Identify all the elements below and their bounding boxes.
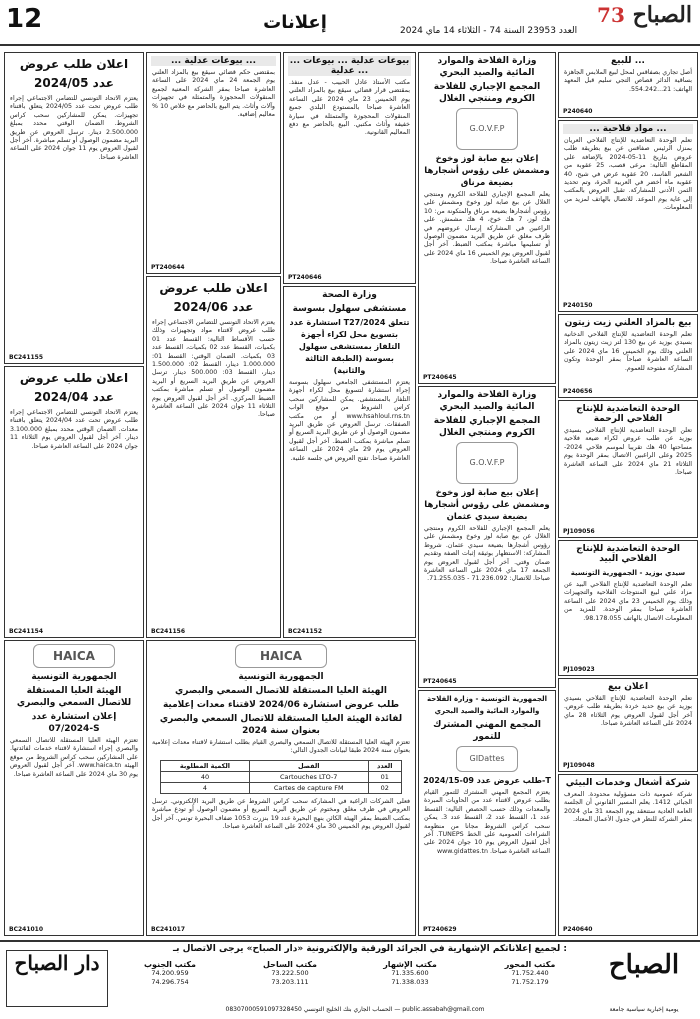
page-footer bbox=[0, 940, 700, 1019]
ad-farm bbox=[558, 120, 698, 312]
ad-gvfp-mornag bbox=[418, 52, 556, 384]
ad-ref: BC241154 bbox=[9, 628, 44, 635]
ad-ref: BC241010 bbox=[9, 926, 44, 933]
ad-ref: P240640 bbox=[563, 926, 593, 933]
footer-notice: لجميع إعلاناتكم الإشهارية في الجرائد الورقية والإلكترونية «دار الصباح» يرجى الاتصال بـ : bbox=[173, 944, 567, 954]
table-cell: 40 bbox=[161, 771, 249, 782]
contact-fax: 74.296.754 bbox=[151, 978, 189, 986]
ad-country: الجمهورية التونسية bbox=[238, 672, 324, 682]
gvfp-logo-icon: G.O.V.F.P bbox=[456, 108, 518, 150]
table-cell: Cartouches LTO-7 bbox=[249, 771, 368, 782]
ad-intro: تعتزم الهيئة العليا المستقلة للاتصال السمعي والبصري القيام بطلب استشارة لاقتناء معدات إعلامية بعنوان سنة 2024 طبقا لبيانات الجدول التالي: bbox=[152, 739, 410, 755]
ad-body: تعلم الوحدة التعاضدية للإنتاج الفلاحي بسيدي بوزيد عن بيع حديد خردة بطريقة طلب عروض. آخر أجل لقبول العروض يوم الثلاثاء 28 ماي 2024 على الساعة العاشرة صباحا. bbox=[564, 695, 692, 728]
table-cell: Cartes de capture FM bbox=[249, 782, 368, 793]
table-header: الفصل bbox=[249, 760, 368, 771]
ad-title: اعلان بيع bbox=[607, 682, 649, 692]
ad-body: يعلم المجمع الإجباري للفلاحة الكروم ومنتجي الغلال عن بيع صابة لوز وخوخ ومشمش على رؤوس أشجارها بضيعة مرناق والمتكونة من: 10 هك لوز، 7 هك خوخ، 4 هك مشمش. على الراغبين في المشاركة إرسال عروضهم في ظرف مغلق عن طريق البريد مضمون الوصول أو تسليمها مباشرة بمكتب الضبط. آخر أجل لقبول العروض يوم الخميس 16 ماي 2024 على الساعة العاشرة صباحا. bbox=[424, 191, 550, 266]
ad-title: اعلان طلب عروض bbox=[19, 57, 129, 71]
ad-judicial-2 bbox=[146, 52, 281, 274]
ad-title: شركة أشغال وخدمات البيئي bbox=[565, 778, 691, 788]
footer-subtitle: يومية إخبارية سياسية جامعة bbox=[609, 1006, 679, 1013]
bank-account: الحساب الجاري بنك الخليج التونسي 08307000591097328450 bbox=[225, 1006, 393, 1013]
ad-res bbox=[558, 540, 698, 676]
ad-hospital bbox=[283, 286, 416, 638]
ad-org: مستشفى سهلول بسوسة bbox=[292, 304, 407, 314]
ad-number: عدد 2024/06 bbox=[173, 300, 254, 314]
contact-phone: 71.335.600 bbox=[391, 969, 429, 977]
dar-assabah-logo: دار الصباح bbox=[6, 950, 108, 1007]
page-number: 12 bbox=[6, 4, 43, 34]
gvfp-logo-icon: G.O.V.F.P bbox=[456, 442, 518, 484]
ad-body: مكتب الأستاذ عادل الحبيب - عدل منفذ. بمقتضى قرار قضائي سيقع بيع بالمزاد العلني يوم الخميس 23 ماي 2024 على الساعة العاشرة صباحا بالمستودع البلدي جميع المنقولات المحجوزة والمتمثلة في سيارة خفيفة وأثاث مكتبي. البيع بالحاضر مع دفع المعاليم القانونية. bbox=[289, 79, 410, 137]
footer-bank: الحساب الجاري بنك الخليج التونسي 08307000591097328450 — public.assabah@gmail.com bbox=[225, 1006, 485, 1013]
ad-body: تعلم الوحدة التعاضدية للإنتاج الفلاحي البيد عن مزاد علني لبيع المنتوجات الفلاحية والتجهيزات وذلك يوم الخميس 23 ماي 2024 على الساعة العاشرة صباحا بمقر الوحدة. للمزيد من المعلومات الاتصال بالهاتف 98.178.055. bbox=[564, 581, 692, 622]
contact-block bbox=[240, 960, 340, 1004]
ad-ministry: وزارة الفلاحة والموارد المائية والصيد البحري bbox=[437, 390, 537, 412]
ad-ref: PT240646 bbox=[288, 274, 322, 281]
ad-rent bbox=[558, 400, 698, 538]
ad-ministry: وزارة الفلاحة والموارد المائية والصيد البحري bbox=[437, 56, 537, 78]
contact-title: مكتب المحور bbox=[504, 960, 556, 969]
table-header: الكمية المطلوبة bbox=[161, 760, 249, 771]
table-cell: 01 bbox=[368, 771, 401, 782]
page-header bbox=[0, 0, 700, 46]
ad-headline: طلب عروض عدد 09-2024/15-T bbox=[423, 776, 551, 785]
ad-headline-2: لفائدة الهيئة العليا المستقلة للاتصال السمعي والبصري بعنوان سنة 2024 bbox=[159, 714, 403, 736]
ad-gidattes bbox=[418, 690, 556, 936]
contact-fax: 71.752.179 bbox=[511, 978, 549, 986]
contact-list bbox=[120, 960, 580, 1004]
table-cell: 02 bbox=[368, 782, 401, 793]
ad-ref: PT240644 bbox=[151, 264, 185, 271]
ad-body: تعلن الوحدة التعاضدية للإنتاج الفلاحي بسيدي بوزيد عن طلب عروض لكراء ضيعة فلاحية مساحتها 40 هك تقريبا لموسم فلاحي 2024-2025 وعلى الراغبين الاتصال بمقر الوحدة يوم الثلاثاء 21 ماي 2024 على الساعة العاشرة صباحا. bbox=[564, 427, 692, 477]
contact-block bbox=[480, 960, 580, 1004]
ad-org: المجمع الإجباري للفلاحة الكروم ومنتجي الغلال bbox=[433, 416, 541, 438]
ad-ref: P240640 bbox=[563, 108, 593, 115]
contact-fax: 71.338.033 bbox=[391, 978, 429, 986]
ad-ref: P240656 bbox=[563, 388, 593, 395]
ad-ref: PT240629 bbox=[423, 926, 457, 933]
ad-tender-04 bbox=[4, 366, 144, 638]
logo-number: 73 bbox=[597, 3, 625, 27]
ad-org: الهيئة العليا المستقلة للاتصال السمعي والبصري bbox=[16, 686, 132, 708]
ad-tender-06 bbox=[146, 276, 281, 638]
ad-title: ... بيوعات عدلية ... بيوعات عدلية ... bbox=[289, 56, 410, 76]
contact-fax: 73.203.111 bbox=[271, 978, 309, 986]
table-header: العدد bbox=[368, 760, 401, 771]
ad-body: يعتزم المستشفى الجامعي سهلول بسوسة إجراء استشارة لتسويغ محل لكراء أجهزة التلفاز بالمستشفى. يمكن للمشاركين سحب كراس الشروط من موقع الواب www.hsahloul.rns.tn أو من مكتب الصفقات. ترسل العروض عن طريق البريد مضمون الوصول أو عن طريق البريد السريع أو تسلم مباشرة بمكتب الضبط. آخر أجل لقبول العروض يوم 29 ماي 2024 على الساعة العاشرة صباحا. تفتح العروض في جلسة علنية. bbox=[289, 379, 410, 462]
ad-title: بيع بالمزاد العلني زيت زيتون bbox=[564, 318, 692, 328]
ad-title: اعلان طلب عروض bbox=[19, 371, 129, 385]
ad-number: عدد 2024/05 bbox=[34, 76, 114, 90]
ad-headline: إعلان بيع صابة لوز وخوخ ومشمش على رؤوس أشجارها بضيعة سيدي عثمان bbox=[424, 488, 550, 522]
ad-headline: إعلان استشارة عدد 07/2024-S bbox=[31, 712, 117, 734]
gidattes-logo-icon: GIDattes bbox=[456, 746, 518, 772]
ad-haica-consult bbox=[4, 640, 144, 936]
ad-sale bbox=[558, 52, 698, 118]
ad-headline: إعلان بيع صابة لوز وخوخ ومشمش على رؤوس أشجارها بضيعة مرناق bbox=[424, 154, 550, 188]
table-row bbox=[161, 782, 401, 793]
ad-title: الوحدة التعاضدية للإنتاج الفلاحي البيد bbox=[576, 544, 680, 564]
ad-ministry: الجمهورية التونسية - وزارة الفلاحة والموارد المائية والصيد البحري bbox=[426, 695, 548, 715]
contact-block bbox=[120, 960, 220, 1004]
section-title: إعلانات bbox=[263, 12, 327, 33]
contact-phone: 71.752.440 bbox=[511, 969, 549, 977]
ad-ref: BC241017 bbox=[151, 926, 186, 933]
email-link[interactable]: public.assabah@gmail.com bbox=[402, 1006, 485, 1013]
ad-title: اعلان طلب عروض bbox=[159, 281, 268, 295]
ad-judicial-1 bbox=[283, 52, 416, 284]
ad-ref: P240150 bbox=[563, 302, 593, 309]
contact-phone: 73.222.500 bbox=[271, 969, 309, 977]
ad-ref: PT240645 bbox=[423, 374, 457, 381]
ad-headline: طلب عروض استشارة 2024/06 لاقتناء معدات إعلامية bbox=[162, 700, 400, 710]
ad-headline: استشارة عدد T27/2024 تتعلق بتسويغ محل لكراء أجهزة التلفاز بمستشفى سهلول بسوسة (الطبقة الثالثة والثانية) bbox=[289, 318, 410, 375]
ad-body: فعلى الشركات الراغبة في المشاركة سحب كراس الشروط عن طريق البريد الإلكتروني. ترسل العروض في ظرف مغلق ومختوم عن طريق البريد السريع أو مضمون الوصول أو تودع مباشرة بمكتب الضبط بمقر الهيئة الكائن بنهج البحيرة عدد 19 بنزرت 1053 ضفاف البحيرة تونس. آخر أجل لقبول العروض يوم الخميس 30 ماي 2024 على الساعة العاشرة صباحا. bbox=[152, 797, 410, 831]
ad-haica-tender bbox=[146, 640, 416, 936]
ad-org: المجمع المهني المشترك للتمور bbox=[433, 720, 541, 742]
ad-olive bbox=[558, 314, 698, 398]
issue-line: العدد 23953 السنة 74 - الثلاثاء 14 ماي 2024 bbox=[400, 26, 578, 36]
items-table bbox=[160, 760, 401, 794]
contact-block bbox=[360, 960, 460, 1004]
contact-phone: 74.200.959 bbox=[151, 969, 189, 977]
table-row bbox=[161, 771, 401, 782]
assabah-logo: الصباح bbox=[608, 950, 680, 980]
ad-title: ... مواد فلاحية ... bbox=[563, 124, 693, 134]
ad-ref: BC241155 bbox=[9, 354, 44, 361]
ad-body: أصل تجاري بصفاقس لمحل لبيع الملابس الجاهزة بساقية الدائر قصاص التجي سليم قبل المعهد الهاتف: 21...554.242. bbox=[564, 69, 692, 93]
haica-logo-icon: HAICA bbox=[235, 644, 327, 668]
ad-number: عدد 2024/04 bbox=[34, 390, 114, 404]
ad-tender-05 bbox=[4, 52, 144, 364]
ad-body: يعتزم الاتحاد التونسي للتضامن الاجتماعي إجراء طلب عروض تحت عدد 2024/05 يتعلق باقتناء تجهيزات. يمكن للمشاركين سحب كراس الشروط. الضمان الوقتي محدد بمبلغ 2.500.000 دينار. ترسل العروض عن طريق البريد مضمون الوصول أو تسلم مباشرة. آخر أجل لقبول العروض يوم 11 جوان 2024 على الساعة العاشرة صباحا. bbox=[10, 95, 138, 161]
ad-body: تعلم الوحدة التعاضدية للإنتاج الفلاحي العريان بمنزل الرئيس صفاقس عن بيع بطريقة طلب عروض بتاريخ 11-05-2024 بالإضافة على المقاطع التالية: مرعى قصب، 25 عقوبة من الشعير الفاسد، 20 عقوبة غرض في شيح، 40 عقوبة ماء أخضر في العربية الحرة، وتم تحديد الثمن الأدنى للمشاركة. تقبل العروض بالمكتب إلى غاية يوم الموعد. للاتصال بالهاتف لمزيد من المعلومات. bbox=[564, 137, 692, 212]
ad-body: يعتزم الاتحاد التونسي للتضامن الاجتماعي إجراء طلب عروض لاقتناء مواد وتجهيزات وذلك حسب الأقساط التالية: القسط عدد 01 بكميات، القسط عدد 02 بكميات، القسط عدد 03 بكميات. الضمان الوقتي: القسط 01: 1.000.000 دينار، القسط 02: 1.500.000 دينار، القسط 03: 500.000 دينار. ترسل العروض عن طريق البريد السريع أو البريد مضمون الوصول أو تسلم مباشرة بمكتب الضبط المركزي. آخر أجل لقبول العروض يوم الثلاثاء 11 جوان 2024 على الساعة العاشرة صباحا. bbox=[152, 319, 276, 419]
ad-body: بمقتضى حكم قضائي سيقع بيع بالمزاد العلني يوم الجمعة 24 ماي 2024 على الساعة العاشرة صباحا بمقر الشركة المعنية لجميع المنقولات المحجوزة والمتمثلة في تجهيزات وآلات وأثاث. يتم البيع بالحاضر مع خلاص 10 % معاليم إضافية. bbox=[152, 69, 275, 119]
ad-country: الجمهورية التونسية bbox=[31, 672, 117, 682]
ad-title: ... بيوعات عدلية ... bbox=[151, 56, 276, 66]
contact-title: مكتب الساحل bbox=[263, 960, 317, 969]
ad-sale-iron bbox=[558, 678, 698, 772]
ad-title: للبيع ... bbox=[611, 56, 645, 66]
ad-ref: PJ109023 bbox=[563, 666, 595, 673]
ad-ref: PJ109056 bbox=[563, 528, 595, 535]
ad-body: يعتزم الاتحاد التونسي للتضامن الاجتماعي إجراء طلب عروض تحت عدد 2024/04 يتعلق باقتناء معدات. الضمان الوقتي محدد بمبلغ 3.100.000 دينار. آخر أجل لقبول العروض يوم الثلاثاء 11 جوان 2024 على الساعة العاشرة صباحا. bbox=[10, 409, 138, 450]
haica-logo-icon: HAICA bbox=[33, 644, 115, 668]
ad-body: شركة عمومية ذات مسؤولية محدودة. المعرف الجبائي 1412. يعلم المسير القانوني أن الجلسة العامة العادية ستنعقد يوم الجمعة 31 ماي 2024 بمقر الشركة للنظر في جدول الأعمال المعتاد. bbox=[564, 791, 692, 824]
ad-org: الهيئة العليا المستقلة للاتصال السمعي والبصري bbox=[174, 686, 388, 696]
table-header-row bbox=[161, 760, 401, 771]
ad-body: تعتزم الهيئة العليا المستقلة للاتصال السمعي والبصري إجراء استشارة لاقتناء خدمات لفائدتها. على المشاركين سحب كراس الشروط من موقع الهيئة www.haica.tn. آخر أجل لقبول العروض يوم 30 ماي 2024 على الساعة العاشرة صباحا. bbox=[10, 737, 139, 778]
ad-ref: PJ109048 bbox=[563, 762, 595, 769]
newspaper-logo bbox=[582, 2, 692, 40]
ad-ministry: وزارة الصحة bbox=[322, 290, 377, 300]
ad-gvfp-othman bbox=[418, 386, 556, 688]
ad-title: الوحدة التعاضدية للإنتاج الفلاحي الرحمة bbox=[576, 404, 680, 424]
ad-subtitle: سيدي بوزيد - الجمهورية التونسية bbox=[570, 569, 686, 577]
contact-title: مكتب الجنوب bbox=[144, 960, 196, 969]
ad-body: تعلم الوحدة التعاضدية للإنتاج الفلاحي الدخانية بسيدي بوزيد عن بيع 130 لتر زيت زيتون بالمزاد العلني وذلك يوم الخميس 16 ماي 2024 على الساعة العاشرة صباحاً بمقر الوحدة وتكون المشاركة مفتوحة للعموم. bbox=[564, 331, 692, 372]
contact-title: مكتب الإشهار bbox=[383, 960, 437, 969]
ad-body: يعلم المجمع الإجباري للفلاحة الكروم ومنتجي الغلال عن بيع صابة لوز وخوخ ومشمش على رؤوس أشجارها بضيعة سيدي عثمان. شروط المشاركة: الاستظهار بوثيقة إثبات الصفة وتقديم ضمان وقتي. آخر أجل لقبول العروض يوم الجمعة 17 ماي 2024 على الساعة العاشرة صباحا. للاتصال: 71.236.092 - 71.255.035. bbox=[424, 525, 550, 583]
logo-text: الصباح bbox=[632, 2, 692, 28]
ad-ref: BC241156 bbox=[151, 628, 186, 635]
ad-company bbox=[558, 774, 698, 936]
ad-ref: PT240645 bbox=[423, 678, 457, 685]
table-cell: 4 bbox=[161, 782, 249, 793]
ad-body: يعتزم المجمع المهني المشترك للتمور القيام بطلب عروض لاقتناء عدد من الحاويات المبردة والمعدات وذلك حسب الحصص التالية: القسط عدد 1، القسط عدد 2، القسط عدد 3. يمكن سحب كراس الشروط مجانا من منظومة الشراءات العمومية على الخط TUNEPS. آخر أجل لقبول العروض يوم 10 جوان 2024 على الساعة العاشرة صباحا. www.gidattes.tn bbox=[424, 789, 551, 855]
ad-org: المجمع الإجباري للفلاحة الكروم ومنتجي الغلال bbox=[433, 82, 541, 104]
ad-ref: BC241152 bbox=[288, 628, 323, 635]
